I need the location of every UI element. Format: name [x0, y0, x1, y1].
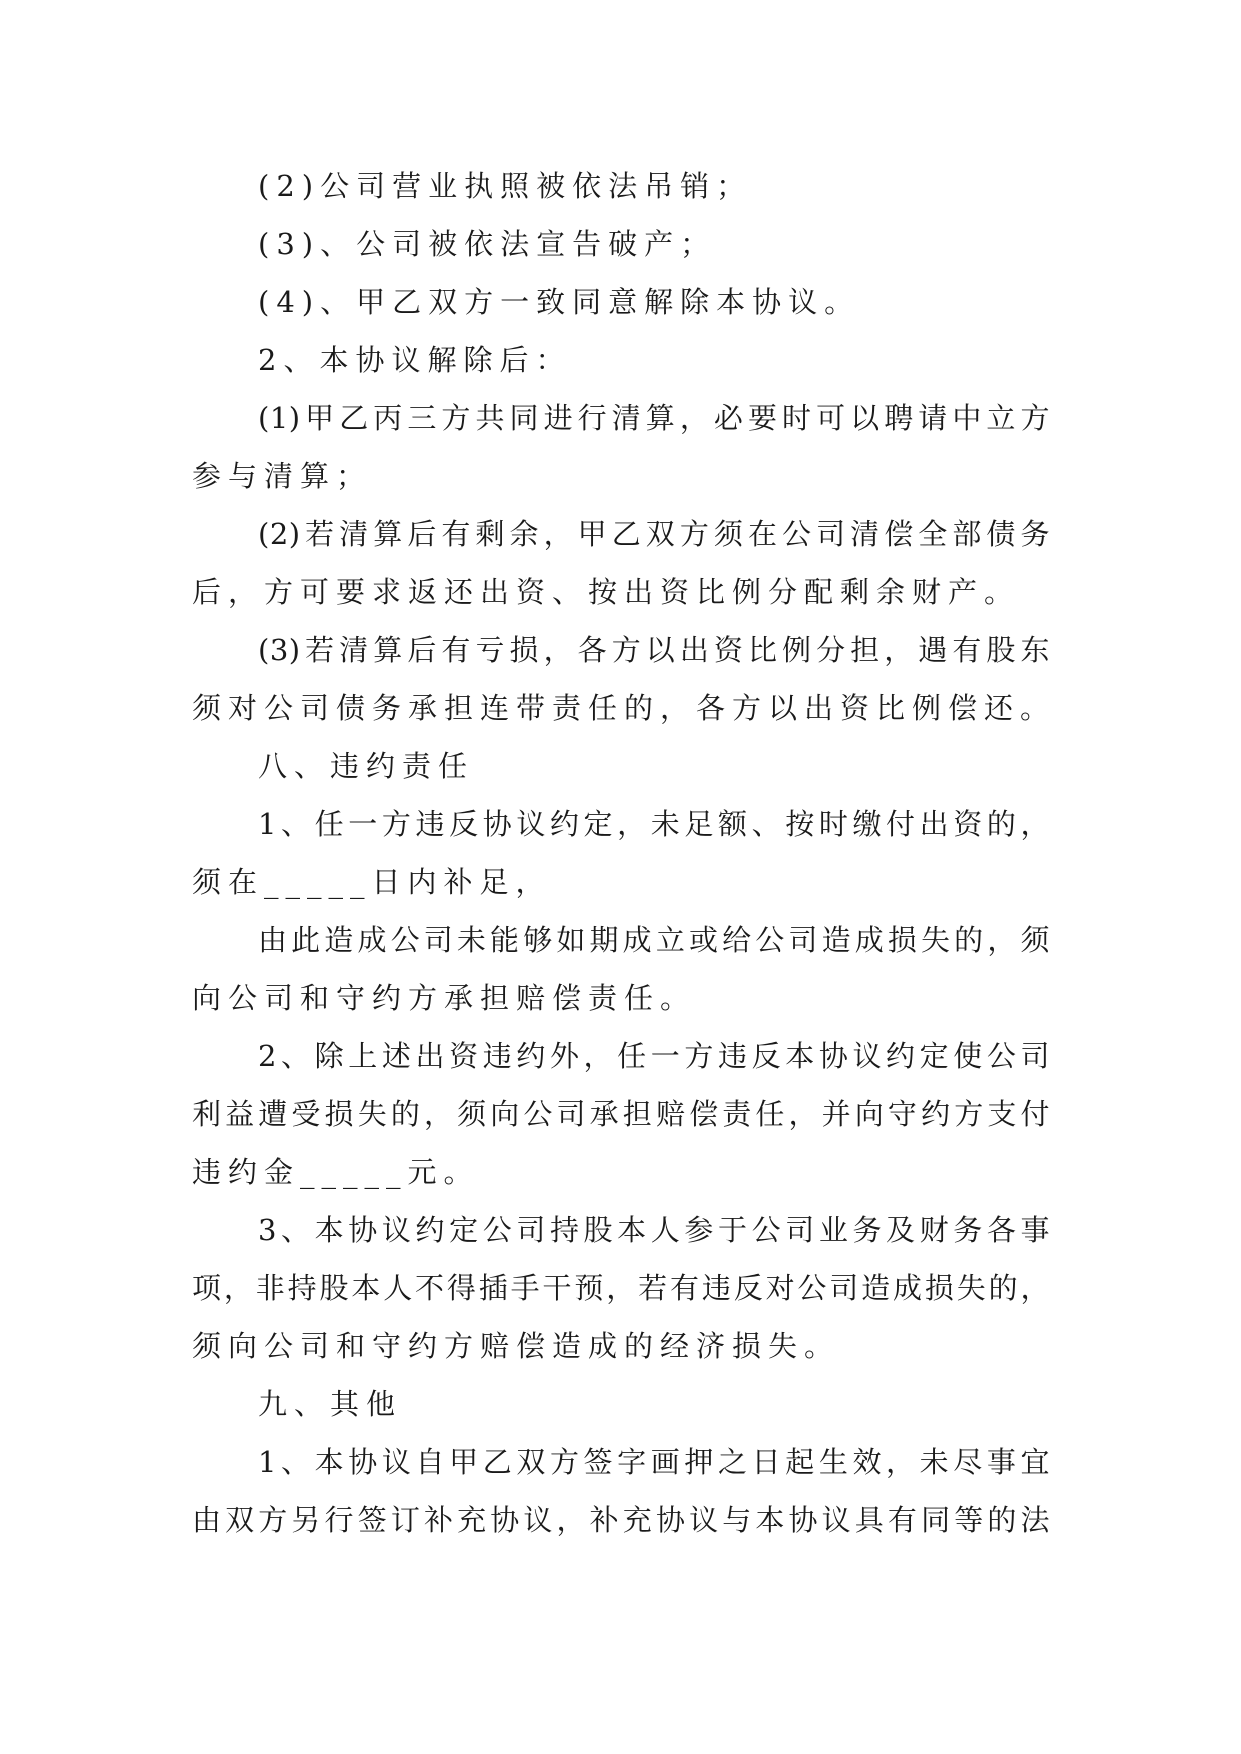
- text-line: (2)若清算后有剩余，甲乙双方须在公司清偿全部债务: [258, 517, 1050, 551]
- section-heading: 八、违约责任: [258, 749, 475, 783]
- text-line: 利益遭受损失的，须向公司承担赔偿责任，并向守约方支付: [192, 1097, 1050, 1131]
- text-line: 2、除上述出资违约外，任一方违反本协议约定使公司: [258, 1039, 1050, 1073]
- text-line: 须在_____日内补足，: [192, 865, 552, 899]
- text-line: (1)甲乙丙三方共同进行清算，必要时可以聘请中立方: [258, 401, 1050, 435]
- text-line: (4)、甲乙双方一致同意解除本协议。: [258, 285, 861, 319]
- text-line: 向公司和守约方承担赔偿责任。: [192, 981, 697, 1015]
- section-heading: 九、其他: [258, 1387, 403, 1421]
- text-line: 1、任一方违反协议约定，未足额、按时缴付出资的，: [258, 807, 1050, 841]
- text-line: 须向公司和守约方赔偿造成的经济损失。: [192, 1329, 841, 1363]
- text-line: (3)、公司被依法宣告破产；: [258, 227, 717, 261]
- text-line: 3、本协议约定公司持股本人参于公司业务及财务各事: [258, 1213, 1050, 1247]
- text-line: 1、本协议自甲乙双方签字画押之日起生效，未尽事宜: [258, 1445, 1050, 1479]
- text-line: 项，非持股本人不得插手干预，若有违反对公司造成损失的，: [192, 1271, 1050, 1305]
- text-line: 由此造成公司未能够如期成立或给公司造成损失的，须: [258, 923, 1050, 957]
- text-line: 由双方另行签订补充协议，补充协议与本协议具有同等的法: [192, 1503, 1050, 1537]
- text-line: 违约金_____元。: [192, 1155, 480, 1189]
- text-line: (3)若清算后有亏损，各方以出资比例分担，遇有股东: [258, 633, 1050, 667]
- text-line: (2)公司营业执照被依法吊销；: [258, 169, 753, 203]
- text-line: 2、本协议解除后：: [258, 343, 572, 377]
- text-line: 须对公司债务承担连带责任的，各方以出资比例偿还。: [192, 691, 1057, 725]
- text-line: 参与清算；: [192, 459, 373, 493]
- text-line: 后，方可要求返还出资、按出资比例分配剩余财产。: [192, 575, 1021, 609]
- document-page: [192, 157, 1057, 1549]
